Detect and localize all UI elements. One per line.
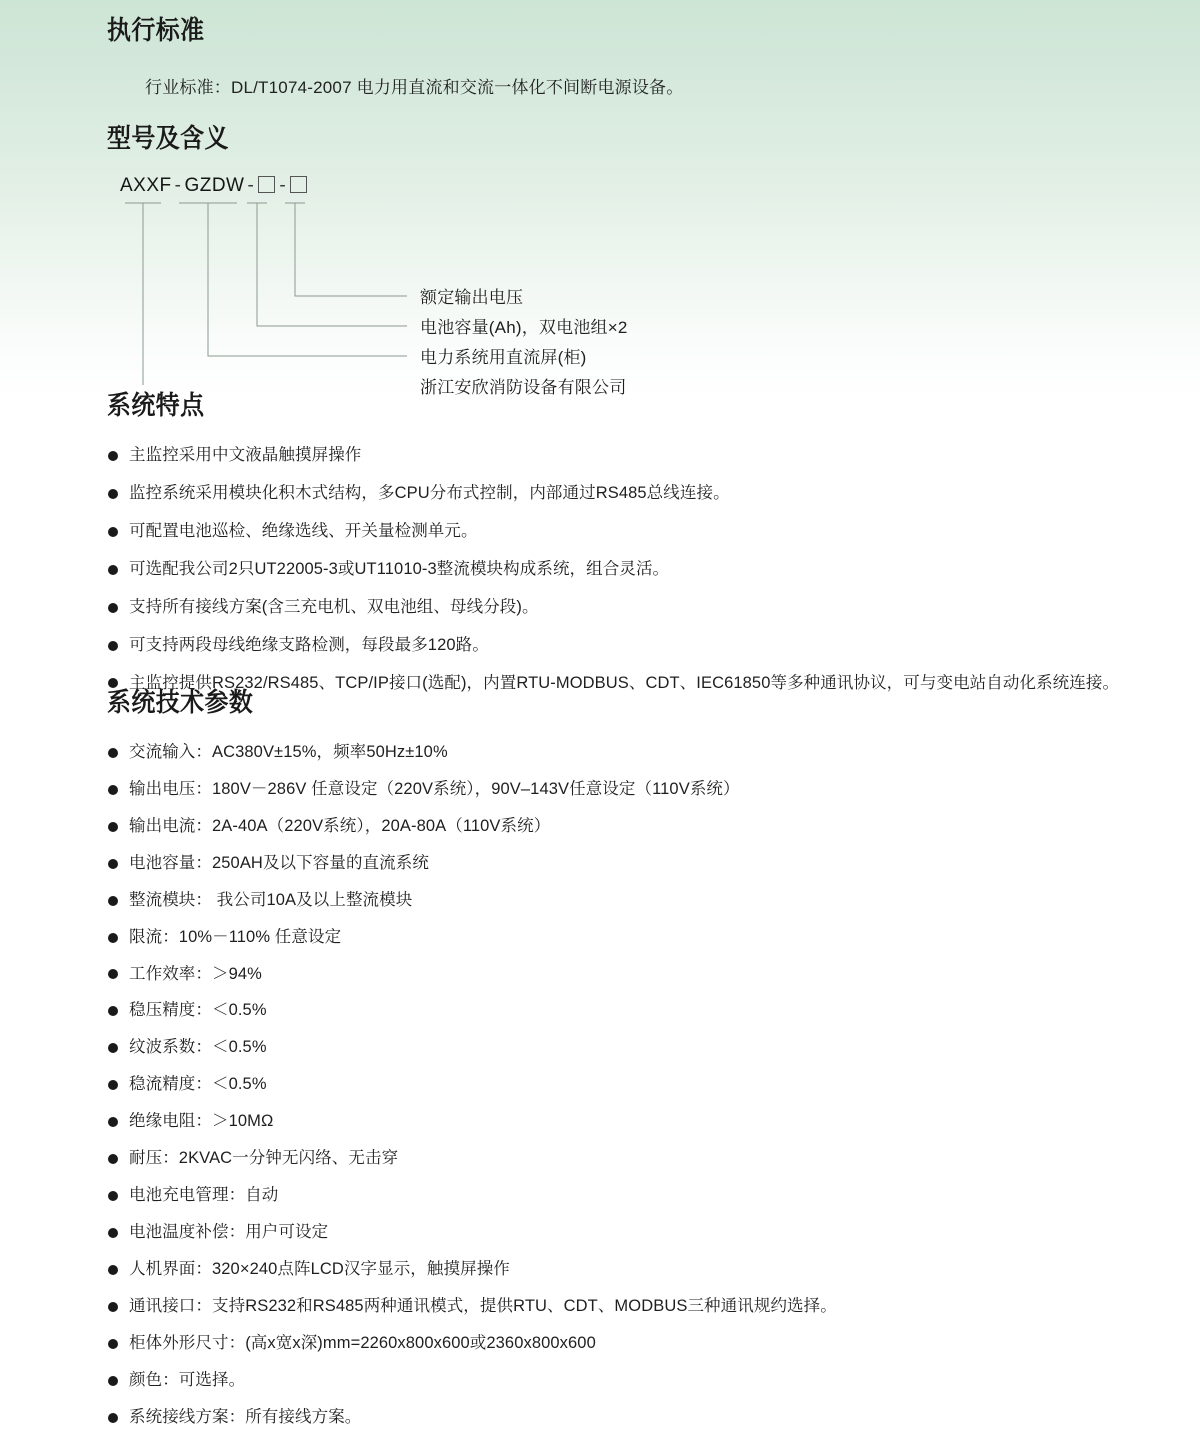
spec-text: 电池温度补偿：用户可设定 [129,1222,329,1241]
bullet-dot-icon [108,1117,118,1127]
section-technical-parameters [107,682,1167,1443]
spec-text: 系统接线方案：所有接线方案。 [129,1407,362,1426]
section-system-features [107,385,1167,709]
bullet-dot-icon [108,527,118,537]
spec-text: 耐压：2KVAC一分钟无闪络、无击穿 [129,1149,399,1168]
model-code-dash3: - [279,175,287,196]
bullet-dot-icon [108,1154,118,1164]
list-item [107,634,1167,658]
section-standards [107,10,1107,98]
list-item [107,852,1167,876]
list-item [107,596,1167,620]
bullet-dot-icon [108,1043,118,1053]
spec-text: 整流模块： 我公司10A及以上整流模块 [129,890,413,909]
feature-text: 主监控采用中文液晶触摸屏操作 [129,446,362,464]
model-label-battery-capacity: 电池容量(Ah)，双电池组×2 [420,318,628,337]
spec-text: 限流：10%－110% 任意设定 [129,927,342,946]
standards-text: 行业标准：DL/T1074-2007 电力用直流和交流一体化不间断电源设备。 [145,78,684,97]
bullet-dot-icon [108,451,118,461]
bullet-dot-icon [108,1302,118,1312]
list-item [107,741,1167,765]
spec-text: 电池容量：250AH及以下容量的直流系统 [129,853,429,872]
list-item [107,1110,1167,1134]
list-item [107,558,1167,582]
bullet-dot-icon [108,1339,118,1349]
model-label-rated-output-voltage: 额定输出电压 [420,288,524,307]
list-item [107,999,1167,1023]
list-item [107,1184,1167,1208]
model-code-part1: AXXF [120,175,172,196]
list-item [107,1147,1167,1171]
bullet-dot-icon [108,1376,118,1386]
spec-text: 绝缘电阻：＞10MΩ [129,1112,274,1131]
feature-text: 支持所有接线方案(含三充电机、双电池组、母线分段)。 [129,597,539,616]
bullet-dot-icon [108,603,118,613]
bullet-dot-icon [108,859,118,869]
bullet-dot-icon [108,933,118,943]
list-item [107,778,1167,802]
list-item [107,889,1167,913]
spec-text: 电池充电管理：自动 [129,1186,279,1205]
model-heading: 型号及含义 [107,124,229,154]
bullet-dot-icon [108,1228,118,1238]
list-item [107,963,1167,987]
list-item [107,1369,1167,1393]
feature-text: 主监控提供RS232/RS485、TCP/IP接口(选配)，内置RTU-MODBUS、CDT、IEC61850等多种通讯协议，可与变电站自动化系统连接。 [129,673,1120,692]
bullet-dot-icon [108,822,118,832]
list-item [107,1258,1167,1282]
bullet-dot-icon [108,1265,118,1275]
feature-text: 可支持两段母线绝缘支路检测，每段最多120路。 [129,635,489,654]
spec-text: 人机界面：320×240点阵LCD汉字显示，触摸屏操作 [129,1259,510,1278]
model-code-part2: GZDW [184,175,245,196]
model-code-dash1: - [174,175,182,196]
bullet-dot-icon [108,1080,118,1090]
spec-text: 稳流精度：＜0.5% [129,1075,267,1094]
bullet-dot-icon [108,896,118,906]
spec-text: 工作效率：＞94% [129,964,262,983]
list-item [107,520,1167,544]
list-item [107,815,1167,839]
list-item [107,1221,1167,1245]
bullet-dot-icon [108,969,118,979]
bullet-dot-icon [108,1006,118,1016]
bullet-dot-icon [108,785,118,795]
section-model [107,118,1107,397]
list-item [107,482,1167,506]
spec-text: 输出电流：2A-40A（220V系统），20A-80A（110V系统） [129,816,551,835]
model-designation-diagram [107,175,1007,397]
feature-text: 监控系统采用模块化积木式结构，多CPU分布式控制，内部通过RS485总线连接。 [129,483,730,502]
spec-text: 交流输入：AC380V±15%，频率50Hz±10% [129,743,448,761]
spec-text: 输出电压：180V－286V 任意设定（220V系统），90V–143V任意设定（110V系统） [129,779,740,798]
model-code-dash2: - [247,175,255,196]
bullet-dot-icon [108,1191,118,1201]
spec-text: 柜体外形尺寸：(高x宽x深)mm=2260x800x600或2360x800x600 [129,1333,596,1352]
spec-text: 通讯接口：支持RS232和RS485两种通讯模式，提供RTU、CDT、MODBUS三种通讯规约选择。 [129,1296,837,1315]
model-label-company: 浙江安欣消防设备有限公司 [420,378,627,397]
bullet-dot-icon [108,748,118,758]
model-label-dc-panel: 电力系统用直流屏(柜) [420,348,587,367]
spec-text: 颜色：可选择。 [129,1370,246,1389]
list-item [107,1295,1167,1319]
bullet-dot-icon [108,641,118,651]
spec-text: 纹波系数：＜0.5% [129,1038,267,1057]
list-item [107,1332,1167,1356]
specs-list [107,741,1167,1430]
list-item [107,1406,1167,1430]
standards-heading: 执行标准 [107,16,205,46]
list-item [107,444,1167,468]
bullet-dot-icon [108,489,118,499]
features-heading: 系统特点 [107,391,205,421]
list-item [107,926,1167,950]
bullet-dot-icon [108,565,118,575]
list-item [107,1036,1167,1060]
feature-text: 可配置电池巡检、绝缘选线、开关量检测单元。 [129,521,478,540]
specs-heading: 系统技术参数 [107,688,254,718]
features-list [107,444,1167,695]
bullet-dot-icon [108,1413,118,1423]
feature-text: 可选配我公司2只UT22005-3或UT11010-3整流模块构成系统，组合灵活。 [129,559,670,578]
list-item [107,1073,1167,1097]
spec-text: 稳压精度：＜0.5% [129,1001,267,1020]
